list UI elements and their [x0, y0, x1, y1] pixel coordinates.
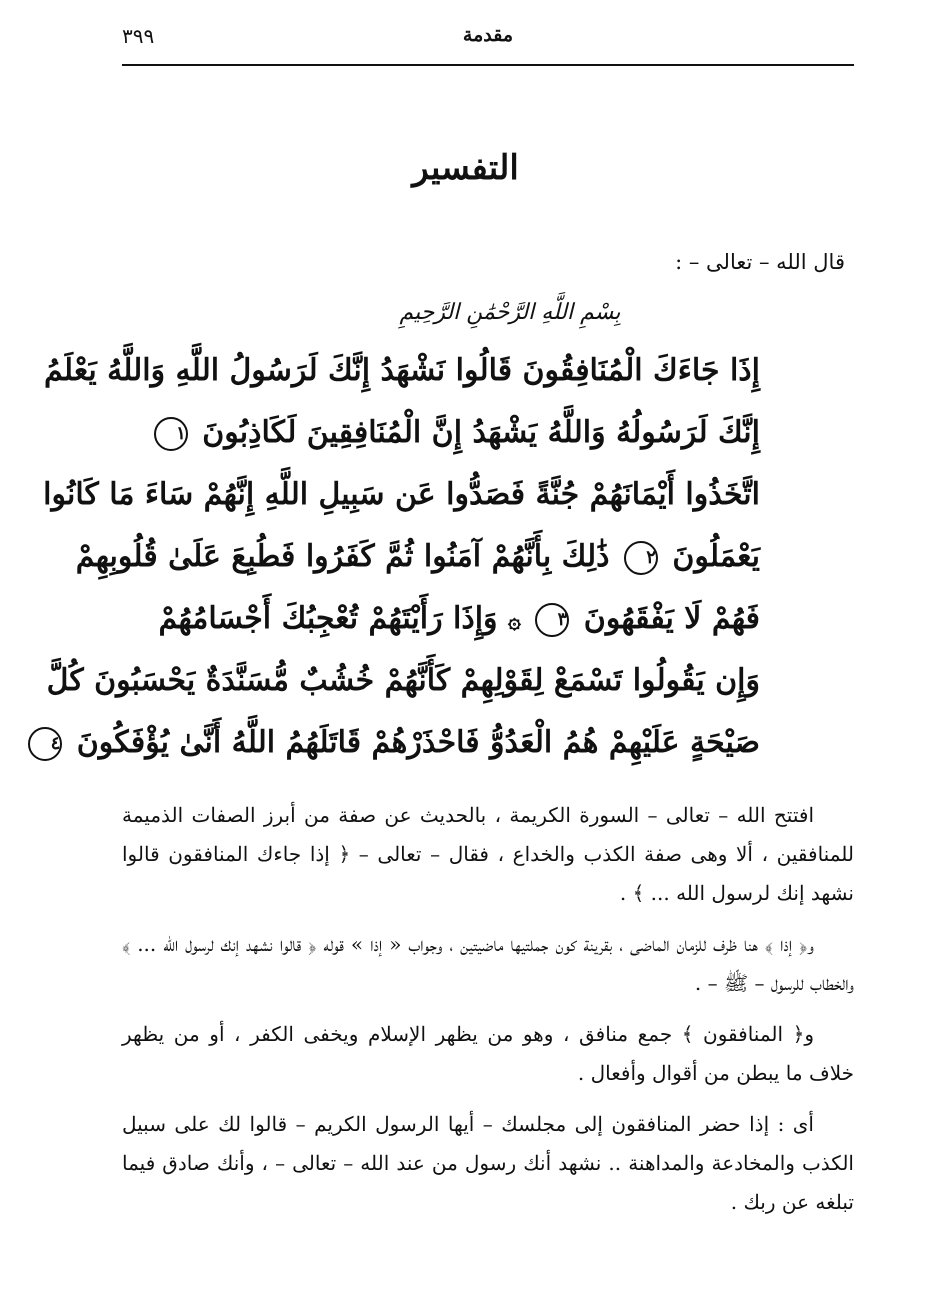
- verse-line: [43, 464, 760, 526]
- verse-text: ذَٰلِكَ بِأَنَّهُمْ آمَنُوا ثُمَّ كَفَرُوا فَطُبِعَ عَلَىٰ قُلُوبِهِمْ: [75, 539, 610, 574]
- commentary-paragraph: أى : إذا حضر المنافقون إلى مجلسك – أيها الرسول الكريم – قالوا لك على سبيل الكذب والمخادعة والمداهنة .. نشهد أنك رسول من عند الله – تعالى – ، وأنك صادق فيما تبلغه عن ربك .: [122, 1112, 854, 1214]
- verse-line: [50, 712, 760, 774]
- hizb-ornament-icon: ۞: [508, 608, 521, 634]
- basmala: بِسْمِ اللَّهِ الرَّحْمَٰنِ الرَّحِيمِ: [399, 300, 621, 325]
- verse-text: يَعْمَلُونَ: [672, 539, 760, 574]
- quran-verses: [43, 340, 760, 774]
- commentary-paragraph: و﴿ إذا ﴾ هنا ظرف للزمان الماضى ، بقرينة كون جملتيها ماضيتين ، وجواب « إذا » قوله ﴿ قالوا نشهد إنك لرسول الله ... ﴾ والخطاب للرسول – ﷺ – .: [122, 932, 854, 995]
- commentary: [122, 796, 854, 1234]
- verse-line: [43, 340, 760, 402]
- verse-number-marker: ١: [154, 417, 188, 451]
- intro-line: قال الله – تعالى – :: [675, 250, 845, 274]
- commentary-paragraph: افتتح الله – تعالى – السورة الكريمة ، بالحديث عن صفة من أبرز الصفات الذميمة للمنافقين ، ألا وهى صفة الكذب والخداع ، فقال – تعالى – ﴿ إذا جاءك المنافقون قالوا نشهد إنك لرسول الله ... ﴾ .: [122, 803, 854, 905]
- verse-text: إِذَا جَاءَكَ الْمُنَافِقُونَ قَالُوا نَشْهَدُ إِنَّكَ لَرَسُولُ اللَّهِ وَاللَّهُ يَعْلَمُ: [43, 353, 760, 388]
- running-title: مقدمة: [462, 24, 514, 46]
- verse-number-marker: ٣: [535, 603, 569, 637]
- verse-text: اتَّخَذُوا أَيْمَانَهُمْ جُنَّةً فَصَدُّوا عَن سَبِيلِ اللَّهِ إِنَّهُمْ سَاءَ مَا كَانُوا: [43, 477, 760, 512]
- header-rule: [122, 64, 854, 66]
- verse-text: فَهُمْ لَا يَفْقَهُونَ: [583, 601, 760, 636]
- verse-number-marker: ٢: [624, 541, 658, 575]
- page-number: ٣٩٩: [122, 24, 155, 48]
- verse-text: إِنَّكَ لَرَسُولُهُ وَاللَّهُ يَشْهَدُ إِنَّ الْمُنَافِقِينَ لَكَاذِبُونَ: [202, 415, 760, 450]
- verse-line: [176, 402, 760, 464]
- verse-text: صَيْحَةٍ عَلَيْهِمْ هُمُ الْعَدُوُّ فَاحْذَرْهُمْ قَاتَلَهُمُ اللَّهُ أَنَّىٰ يُؤْفَكُونَ: [76, 725, 760, 760]
- commentary-paragraph: و﴿ المنافقون ﴾ جمع منافق ، وهو من يظهر الإسلام ويخفى الكفر ، أو من يظهر خلاف ما يبطن من أقوال وأفعال .: [122, 1022, 854, 1085]
- verse-line: [158, 588, 760, 650]
- section-title: التفسير: [412, 148, 519, 188]
- verse-number-marker: ٤: [28, 727, 62, 761]
- page-header: [122, 18, 854, 66]
- verse-line: [46, 650, 760, 712]
- verse-text: وَإِن يَقُولُوا تَسْمَعْ لِقَوْلِهِمْ كَأَنَّهُمْ خُشُبٌ مُّسَنَّدَةٌ يَحْسَبُونَ كُلَّ: [46, 663, 760, 698]
- verse-line: [75, 526, 760, 588]
- verse-text: وَإِذَا رَأَيْتَهُمْ تُعْجِبُكَ أَجْسَامُهُمْ: [158, 601, 498, 636]
